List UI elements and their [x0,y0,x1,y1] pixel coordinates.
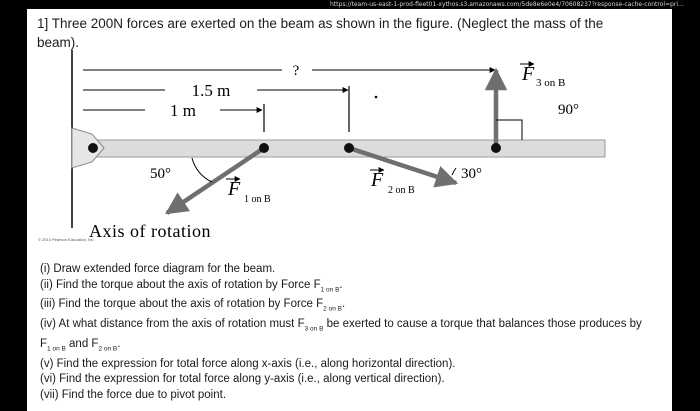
angle-90-label: 90° [558,102,579,118]
angle-30-arc [452,168,456,175]
pivot-pin [88,143,98,153]
force-f1-point [259,143,269,153]
question-6: (vi) Find the expression for total force along y-axis (i.e., along vertical direction). [40,373,445,386]
force-f2-point [344,143,354,153]
question-3: (iii) Find the torque about the axis of rotation by Force $F_{2 on B}$. [40,298,346,313]
angle-30-label: 30° [461,166,482,182]
angle-50-label: 50° [150,166,171,182]
f1-sub: 1 on B [244,194,271,205]
dim-unknown-label: ? [292,63,300,79]
f2-sub: 2 on B [388,185,415,196]
dim-1-label: 1 m [170,101,196,120]
axis-of-rotation-label: Axis of rotation [89,221,211,241]
angle-50-arc [192,158,212,182]
url-bar[interactable]: https://team-us-east-1-prod-fleet01-xythos.s3.amazonaws.com/5de8e6e0e4/70608237?response-cache-control=pri... [330,1,684,8]
f3-label: F [522,63,535,85]
problem-statement: 1] Three 200N forces are exerted on the beam as shown in the figure. (Neglect the mass of the beam). [37,16,604,50]
beam [72,140,605,157]
question-1: (i) Draw extended force diagram for the beam. [40,263,276,275]
question-4: (iv) At what distance from the axis of rotation must $F_{3 on B}$ be exerted to cause a torque that balances those produces by $F_{1 on B}$ and $F_{2 on B}$. [40,318,642,353]
question-2: (ii) Find the torque about the axis of rotation by Force $F_{1 on B}$. [40,278,343,293]
f1-label: F [228,178,241,200]
right-angle-marker [496,120,522,140]
question-list [40,262,650,403]
f3-sub: 3 on B [536,77,566,89]
dim-1-5-label: 1.5 m [191,81,231,100]
f2-label: F [371,169,384,191]
question-7: (vii) Find the force due to pivot point. [40,388,227,401]
small-dot [375,96,378,99]
force-f3-point [491,143,501,153]
question-5: (v) Find the expression for total force along x-axis (i.e., along horizontal direction). [40,357,456,370]
watermark: © 2014 Pearson Education, Inc. [38,237,95,242]
